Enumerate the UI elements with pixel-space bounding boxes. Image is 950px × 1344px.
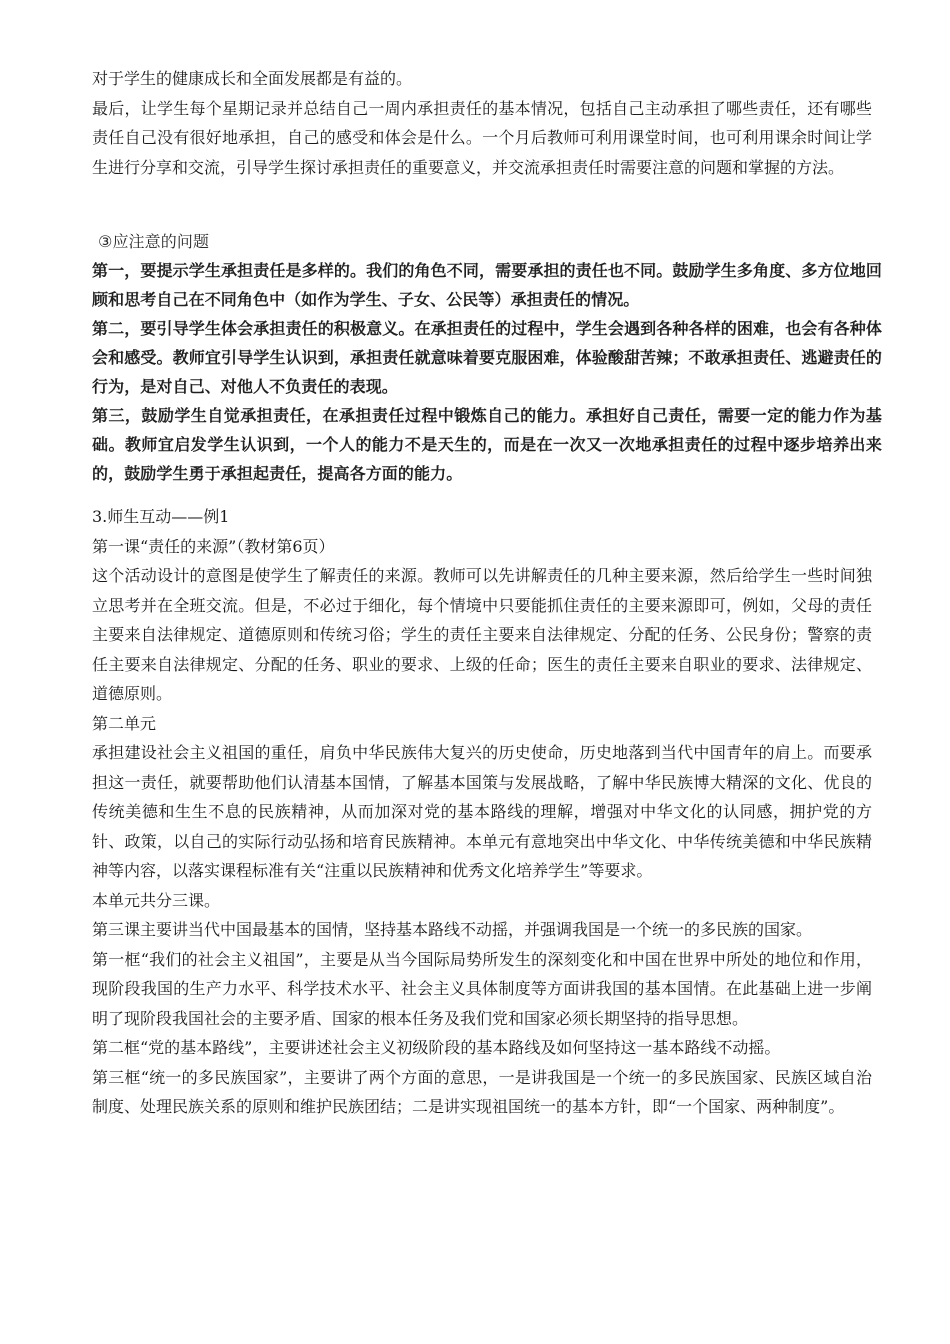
paragraph: 承担建设社会主义祖国的重任，肩负中华民族伟大复兴的历史使命，历史地落到当代中国青年的肩上。而要承担这一责任，就要帮助他们认清基本国情，了解基本国策与发展战略，了解中华民族博大精深的文化、优良的传统美德和生生不息的民族精神，从而加深对党的基本路线的理解，增强对中华文化的认同感，拥护党的方针、政策，以自己的实际行动弘扬和培育民族精神。本单元有意地突出中华文化、中华传统美德和中华民族精神等内容，以落实课程标准有关“注重以民族精神和优秀文化培养学生”等要求。 [92, 743, 872, 880]
paragraph: 第二，要引导学生体会承担责任的积极意义。在承担责任的过程中，学生会遇到各种各样的困难，也会有各种体会和感受。教师宜引导学生认识到，承担责任就意味着要克服困难，体验酸甜苦辣；不敢承担责任、逃避责任的行为，是对自己、对他人不负责任的表现。 [92, 319, 882, 396]
paragraph: 第三，鼓励学生自觉承担责任，在承担责任过程中锻炼自己的能力。承担好自己责任，需要一定的能力作为基础。教师宜启发学生认识到，一个人的能力不是天生的，而是在一次又一次地承担责任的过程中逐步培养出来的，鼓励学生勇于承担起责任，提高各方面的能力。 [92, 406, 882, 483]
lesson-title: 第一课“责任的来源”（教材第6页） [92, 536, 335, 556]
paragraph: 第一，要提示学生承担责任是多样的。我们的角色不同，需要承担的责任也不同。鼓励学生多角度、多方位地回顾和思考自己在不同角色中（如作为学生、子女、公民等）承担责任的情况。 [92, 261, 882, 309]
paragraph: 本单元共分三课。 [92, 890, 221, 910]
paragraph: 第二框“党的基本路线”，主要讲述社会主义初级阶段的基本路线及如何坚持这一基本路线不动摇。 [92, 1038, 781, 1057]
scanned-excerpt [92, 227, 882, 488]
paragraph: 第三课主要讲当代中国最基本的国情，坚持基本路线不动摇，并强调我国是一个统一的多民族的国家。 [92, 920, 813, 939]
paragraph: 第一框“我们的社会主义祖国”，主要是从当今国际局势所发生的深刻变化和中国在世界中所处的地位和作用，现阶段我国的生产力水平、科学技术水平、社会主义具体制度等方面讲我国的基本国情。在此基础上进一步阐明了现阶段我国社会的主要矛盾、国家的根本任务及我们党和国家必须长期坚持的指导思想。 [92, 949, 872, 1028]
unit-title: 第二单元 [92, 713, 157, 733]
bottom-section [92, 502, 872, 1122]
paragraph: 最后，让学生每个星期记录并总结自己一周内承担责任的基本情况，包括自己主动承担了哪些责任，还有哪些责任自己没有很好地承担，自己的感受和体会是什么。一个月后教师可利用课堂时间，也可利用课余时间让学生进行分享和交流，引导学生探讨承担责任的重要意义，并交流承担责任时需要注意的问题和掌握的方法。 [92, 98, 872, 177]
paragraph: 对于学生的健康成长和全面发展都是有益的。 [92, 69, 413, 88]
paragraph: 这个活动设计的意图是使学生了解责任的来源。教师可以先讲解责任的几种主要来源，然后给学生一些时间独立思考并在全班交流。但是，不必过于细化，每个情境中只要能抓住责任的主要来源即可，例如，父母的责任主要来自法律规定、道德原则和传统习俗；学生的责任主要来自法律规定、分配的任务、公民身份；警察的责任主要来自法律规定、分配的任务、职业的要求、上级的任命；医生的责任主要来自职业的要求、法律规定、道德原则。 [92, 566, 872, 703]
section-title: 3.师生互动——例1 [92, 507, 230, 526]
paragraph: 第三框“统一的多民族国家”，主要讲了两个方面的意思，一是讲我国是一个统一的多民族国家、民族区域自治制度、处理民族关系的原则和维护民族团结；二是讲实现祖国统一的基本方针，即“一个国家、两种制度”。 [92, 1067, 872, 1116]
section-heading: ③应注意的问题 [98, 232, 210, 251]
top-section [92, 64, 872, 182]
